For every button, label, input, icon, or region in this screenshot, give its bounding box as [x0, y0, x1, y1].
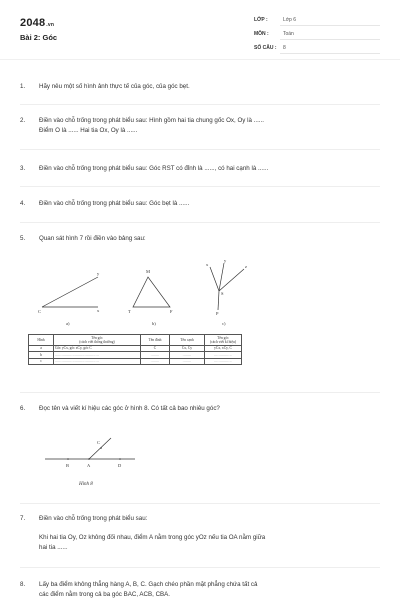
row-label: b	[29, 352, 54, 358]
logo-suffix: .vn	[46, 22, 55, 28]
question-number: 7.	[20, 515, 26, 522]
point-label: x	[97, 308, 100, 313]
question-divider	[20, 149, 380, 150]
question-text: Điền vào chỗ trống trong phát biểu sau: Góc RST có đỉnh là ......, có hai cạnh là ......	[39, 165, 269, 172]
question-text: hai tia ......	[39, 544, 68, 551]
question-divider	[20, 104, 380, 105]
meta-divider	[280, 39, 380, 40]
table-header-row	[29, 335, 242, 346]
grade-label: LỚP :	[254, 17, 268, 23]
point-label: x	[206, 262, 209, 267]
column-header: Tên góc (cách viết kí hiệu)	[205, 335, 242, 346]
point-label: S	[221, 291, 224, 296]
question-text: Khi hai tia Oy, Oz không đối nhau, điểm A nằm trong góc yOz nếu tia OA nằm giữa	[39, 534, 266, 541]
question-number: 5.	[20, 235, 26, 242]
sides-cell: ........	[170, 358, 205, 364]
figure-8-svg	[40, 420, 140, 475]
vertex-cell: ........	[141, 352, 170, 358]
figure-7	[30, 255, 270, 330]
figure-7-svg	[30, 255, 270, 330]
column-header: Tên cạnh	[170, 335, 205, 346]
point-label: y	[97, 271, 100, 276]
question-text: Điền vào chỗ trống trong phát biểu sau: Hình gồm hai tia chung gốc Ox, Oy là ......	[39, 117, 264, 124]
question-text: các điểm nằm trong cả ba góc BAC, ACB, CBA.	[39, 591, 171, 598]
symbol-cell: ................	[205, 358, 242, 364]
point-label: F	[170, 309, 173, 314]
column-header: Tên đỉnh	[141, 335, 170, 346]
point-label: A	[87, 463, 91, 468]
point-label: C	[97, 440, 101, 445]
point-label: T	[128, 309, 131, 314]
point-label: B	[66, 463, 70, 468]
symbol-cell: ................	[205, 352, 242, 358]
symbol-cell: yCx, xCy, Ĉ	[205, 345, 242, 351]
question-text: Điểm O là ...... Hai tia Ox, Oy là ......	[39, 127, 138, 134]
site-logo[interactable]	[20, 17, 54, 29]
question-divider	[20, 222, 380, 223]
vertex-cell: ........	[141, 358, 170, 364]
row-label: a	[29, 345, 54, 351]
sides-cell: ........	[170, 352, 205, 358]
figure-7a	[38, 271, 100, 326]
subfigure-label: a)	[66, 321, 70, 326]
sides-cell: Cx, Cy	[170, 345, 205, 351]
count-value: 8	[283, 45, 286, 51]
column-header: Hình	[29, 335, 54, 346]
question-divider	[20, 567, 380, 568]
table-row	[29, 358, 242, 364]
figure-8	[40, 420, 140, 475]
question-number: 6.	[20, 405, 26, 412]
subject-label: MÔN :	[254, 31, 269, 37]
meta-divider	[280, 53, 380, 54]
angle-table	[28, 334, 242, 365]
question-number: 3.	[20, 165, 26, 172]
angle-name-cell: Góc yCx, góc xCy, góc C	[54, 345, 141, 351]
question-text: Lấy ba điểm không thẳng hàng A, B, C. Gạch chéo phần mặt phẳng chứa tất cả	[39, 581, 258, 588]
figure-7b	[128, 269, 173, 326]
question-text: Quan sát hình 7 rồi điền vào bảng sau:	[39, 235, 146, 242]
subject-value: Toán	[283, 31, 294, 37]
lesson-title: Bài 2: Góc	[20, 33, 58, 42]
row-label: c	[29, 358, 54, 364]
angle-name-cell: ........................................	[54, 358, 141, 364]
question-number: 4.	[20, 200, 26, 207]
question-text: Điền vào chỗ trống trong phát biểu sau:	[39, 515, 148, 522]
question-number: 8.	[20, 581, 26, 588]
subfigure-label: b)	[152, 321, 156, 326]
question-divider	[20, 503, 380, 504]
question-divider	[20, 392, 380, 393]
point-label: D	[118, 463, 122, 468]
vertex-cell: C	[141, 345, 170, 351]
column-header: Tên góc (cách viết thông thường)	[54, 335, 141, 346]
point-label: z	[245, 264, 247, 269]
question-text: Điền vào chỗ trống trong phát biểu sau: Góc bẹt là ......	[39, 200, 190, 207]
point-label: y	[224, 258, 227, 263]
point-label: C	[38, 309, 42, 314]
grade-value: Lớp 6	[283, 17, 297, 23]
count-label: SỐ CÂU :	[254, 45, 277, 51]
question-divider	[20, 186, 380, 187]
point-label: M	[146, 269, 151, 274]
angle-name-cell: ........................................	[54, 352, 141, 358]
figure-7c	[206, 258, 247, 326]
header-divider	[0, 59, 400, 60]
question-text: Đọc tên và viết kí hiệu các góc ở hình 8. Có tất cả bao nhiêu góc?	[39, 405, 220, 412]
question-number: 2.	[20, 117, 26, 124]
logo-main: 2048	[20, 17, 46, 29]
question-number: 1.	[20, 83, 26, 90]
point-label: P	[216, 311, 219, 316]
subfigure-label: c)	[222, 321, 226, 326]
figure-8-caption: Hình 8	[79, 482, 93, 487]
meta-divider	[280, 25, 380, 26]
question-text: Hãy nêu một số hình ảnh thực tế của góc, của góc bẹt.	[39, 83, 190, 90]
